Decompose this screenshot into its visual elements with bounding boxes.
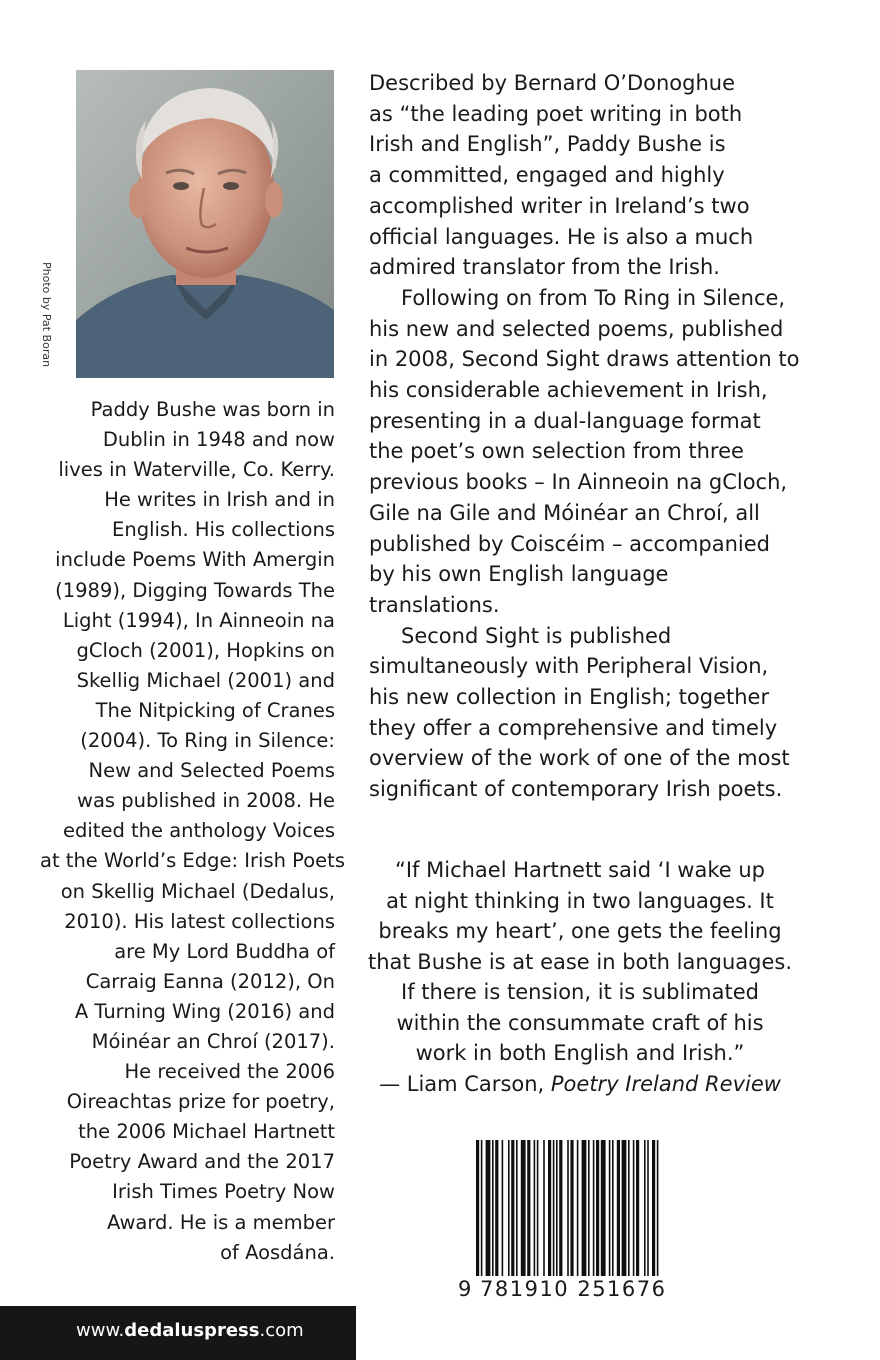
barcode-bar	[495, 1140, 498, 1276]
bio-line: A Turning Wing (2016) and	[74, 999, 335, 1023]
barcode-bar	[511, 1140, 514, 1276]
description-line: accomplished writer in Ireland’s two	[369, 193, 750, 218]
bio-line: Irish Times Poetry Now	[112, 1180, 335, 1204]
barcode-bar	[577, 1140, 579, 1276]
barcode-bar	[527, 1140, 530, 1276]
barcode-bar	[502, 1140, 504, 1276]
bio-line: English. His collections	[112, 518, 335, 542]
bio-line: are My Lord Buddha of	[114, 939, 335, 963]
review-quote	[360, 855, 800, 1099]
bio-line: on Skellig Michael (Dedalus,	[60, 879, 335, 903]
barcode-bar	[628, 1140, 630, 1276]
bio-line: Dublin in 1948 and now	[102, 428, 335, 452]
quote-line: that Bushe is at ease in both languages.	[367, 949, 793, 974]
barcode-bar	[596, 1140, 599, 1276]
bio-line: (1989), Digging Towards The	[55, 578, 335, 602]
description-line: simultaneously with Peripheral Vision,	[369, 654, 769, 679]
bio-line: He received the 2006	[124, 1060, 335, 1084]
description-line: they offer a comprehensive and timely	[369, 715, 778, 740]
description-line: by his own English language	[369, 562, 669, 587]
description-line: significant of contemporary Irish poets.	[369, 777, 783, 802]
barcode-bar	[593, 1140, 595, 1276]
quote-line: within the consummate craft of his	[396, 1010, 764, 1035]
isbn-first-digit: 9	[458, 1277, 473, 1301]
bio-line: gCloch (2001), Hopkins on	[76, 638, 335, 662]
bio-line: Oireachtas prize for poetry,	[66, 1090, 335, 1114]
description-line: Described by Bernard O’Donoghue	[369, 71, 736, 95]
barcode-bar	[537, 1140, 539, 1276]
url-brand: dedaluspress	[124, 1320, 260, 1341]
url-suffix: .com	[259, 1320, 304, 1341]
bio-line: New and Selected Poems	[88, 759, 335, 783]
barcode-bar	[543, 1140, 545, 1276]
bio-line: Skellig Michael (2001) and	[76, 668, 335, 692]
isbn-number	[458, 1276, 672, 1302]
barcode-bar	[652, 1140, 655, 1276]
barcode-bar	[534, 1140, 536, 1276]
quote-line: If there is tension, it is sublimated	[401, 980, 759, 1004]
bio-line: lives in Waterville, Co. Kerry.	[58, 458, 335, 482]
barcode-bar	[556, 1140, 558, 1276]
quote-line: at night thinking in two languages. It	[386, 888, 774, 913]
bio-line: was published in 2008. He	[77, 789, 335, 813]
description-line: the poet’s own selection from three	[369, 439, 744, 464]
bio-line: Light (1994), In Ainneoin na	[62, 608, 335, 632]
description-line: in 2008, Second Sight draws attention to	[369, 347, 800, 372]
quote-line: work in both English and Irish.”	[415, 1041, 745, 1065]
attribution-source: Poetry Ireland Review	[550, 1071, 781, 1096]
description-line: his new and selected poems, published	[369, 316, 784, 341]
barcode-bar	[582, 1140, 587, 1276]
bio-line: the 2006 Michael Hartnett	[78, 1120, 335, 1144]
publisher-url[interactable]	[76, 1317, 304, 1345]
description-line: Gile na Gile and Móinéar an Chroí, all	[369, 500, 760, 525]
bio-line: He writes in Irish and in	[104, 488, 335, 512]
barcode-bar	[633, 1140, 635, 1276]
description-line: presenting in a dual-language format	[369, 408, 761, 433]
author-photo	[76, 70, 334, 378]
author-biography	[40, 395, 345, 1268]
bio-line: Paddy Bushe was born in	[90, 398, 335, 421]
barcode-bar	[559, 1140, 562, 1276]
barcode-bar	[647, 1140, 649, 1276]
barcode-bar	[548, 1140, 551, 1276]
bio-line: (2004). To Ring in Silence:	[80, 729, 335, 753]
attribution-author: — Liam Carson,	[379, 1071, 551, 1096]
barcode-bar	[612, 1140, 614, 1276]
barcode-bar	[644, 1140, 646, 1276]
quote-line: “If Michael Hartnett said ‘I wake up	[394, 858, 766, 882]
description-line: his considerable achievement in Irish,	[369, 378, 768, 403]
barcode-bar	[521, 1140, 526, 1276]
bio-line: at the World’s Edge: Irish Poets	[40, 849, 345, 873]
barcode-bar	[609, 1140, 611, 1276]
description-line: as “the leading poet writing in both	[369, 101, 743, 126]
bio-line: include Poems With Amergin	[55, 548, 335, 572]
barcode-bar	[553, 1140, 555, 1276]
description-line: Irish and English”, Paddy Bushe is	[369, 132, 726, 157]
url-prefix: www.	[76, 1320, 125, 1341]
barcode-bar	[486, 1140, 491, 1276]
barcode-bar	[516, 1140, 518, 1276]
bio-line: The Nitpicking of Cranes	[95, 698, 335, 722]
description-line: a committed, engaged and highly	[369, 163, 725, 188]
description-line: official languages. He is also a much	[369, 224, 754, 249]
barcode-bar	[617, 1140, 620, 1276]
quote-attribution	[360, 1069, 800, 1100]
description-line: previous books – In Ainneoin na gCloch,	[369, 470, 788, 495]
bio-line: Móinéar an Chroí (2017).	[91, 1029, 335, 1053]
barcode-bar	[588, 1140, 590, 1276]
description-line: Following on from To Ring in Silence,	[401, 285, 786, 310]
description-line: overview of the work of one of the most	[369, 746, 790, 771]
barcode-bar	[601, 1140, 606, 1276]
book-description	[369, 68, 809, 805]
barcode-bar	[492, 1140, 494, 1276]
barcode-bar	[622, 1140, 627, 1276]
quote-line: breaks my heart’, one gets the feeling	[378, 919, 782, 943]
bio-line: Carraig Eanna (2012), On	[85, 969, 335, 993]
description-line: admired translator from the Irish.	[369, 255, 720, 280]
bio-line: 2010). His latest collections	[64, 909, 335, 933]
bio-line: Award. He is a member	[106, 1210, 335, 1234]
author-portrait-image	[76, 70, 334, 378]
bio-line: Poetry Award and the 2017	[69, 1150, 335, 1174]
barcode-bar	[508, 1140, 510, 1276]
description-line: translations.	[369, 592, 500, 617]
description-line: published by Coiscéim – accompanied	[369, 531, 770, 556]
description-line: Second Sight is published	[401, 623, 672, 648]
description-line: his new collection in English; together	[369, 685, 770, 710]
barcode-bar	[636, 1140, 639, 1276]
bio-line: edited the anthology Voices	[63, 819, 335, 843]
isbn-digits: 781910 251676	[480, 1277, 667, 1301]
photo-credit: Photo by Pat Boran	[40, 262, 53, 368]
bio-line: of Aosdána.	[220, 1240, 335, 1264]
